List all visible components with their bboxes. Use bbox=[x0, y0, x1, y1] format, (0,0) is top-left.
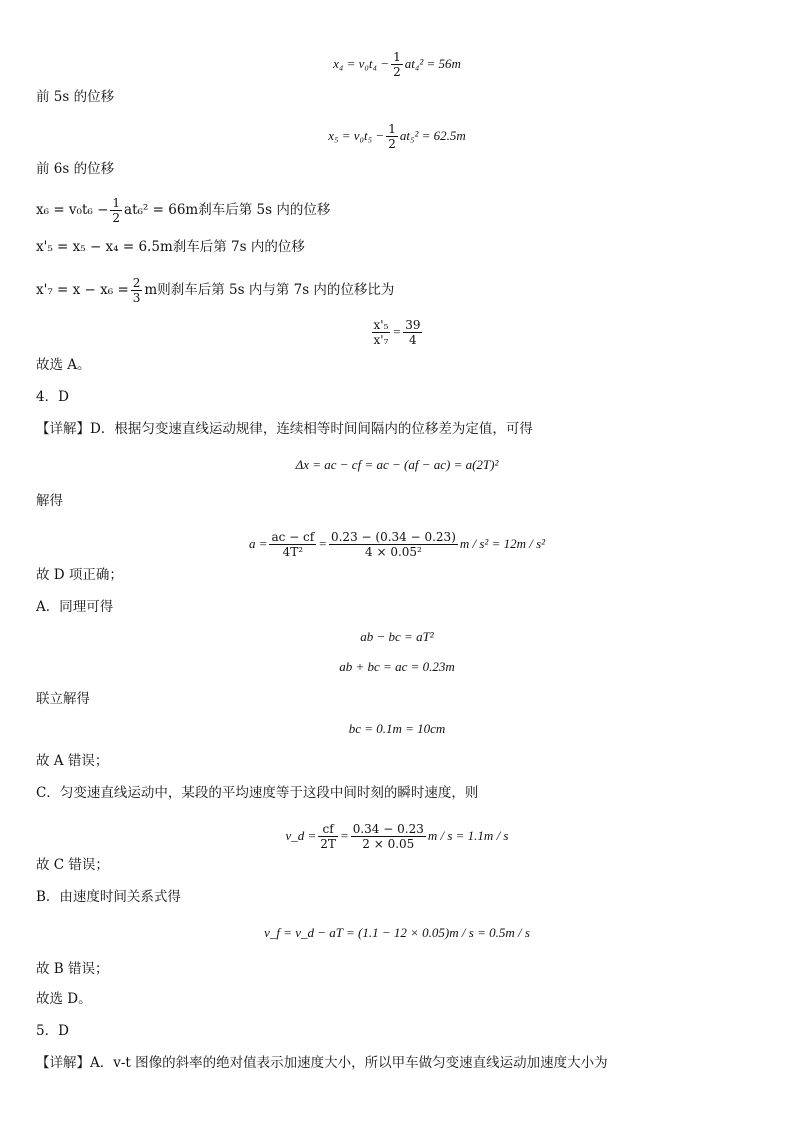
text-line bbox=[36, 566, 123, 584]
line-text: x'₅ = x₅ − x₄ = 6.5m刹车后第 7s 内的位移 bbox=[36, 239, 305, 255]
fraction bbox=[372, 318, 391, 347]
fraction-denominator: x'₇ bbox=[373, 333, 389, 347]
equation-part: = bbox=[339, 828, 349, 843]
equation-part: v_d = bbox=[285, 828, 317, 843]
equation-part: at₆² = 66m刹车后第 5s 内的位移 bbox=[124, 202, 331, 218]
text-line bbox=[36, 888, 181, 906]
equation-part: m / s = 1.1m / s bbox=[427, 828, 509, 843]
fraction-numerator: 1 bbox=[393, 50, 401, 64]
fraction-numerator: cf bbox=[318, 822, 338, 837]
line-text: 4．D bbox=[36, 389, 69, 405]
equation-part: at₅² = 62.5m bbox=[399, 128, 466, 143]
text-line bbox=[36, 356, 91, 374]
equation-part: x'₇ = x − x₆ = bbox=[36, 282, 129, 298]
line-text: A．同理可得 bbox=[36, 599, 114, 615]
equation-part: = bbox=[392, 324, 402, 339]
equation-part: ab + bc = ac = 0.23m bbox=[339, 659, 455, 674]
fraction bbox=[269, 530, 316, 559]
line-text: 故 B 错误； bbox=[36, 961, 109, 977]
fraction-numerator: ac − cf bbox=[271, 530, 315, 544]
equation-part: ab − bc = aT² bbox=[360, 629, 434, 644]
text-line bbox=[36, 492, 63, 510]
equation-part: x₆ = v₀t₆ − bbox=[36, 202, 109, 218]
fraction-denominator: 2 × 0.05 bbox=[362, 837, 415, 851]
equation-ab1 bbox=[0, 628, 794, 647]
fraction-numerator: x'₅ bbox=[373, 318, 389, 332]
fraction-numerator: 2 bbox=[132, 276, 141, 290]
text-line-with-equation bbox=[36, 196, 330, 225]
line-text: 5．D bbox=[36, 1023, 69, 1039]
text-line bbox=[36, 990, 92, 1008]
fraction bbox=[131, 276, 143, 305]
equation-part: at₄² = 56m bbox=[404, 56, 461, 71]
text-line bbox=[36, 160, 114, 178]
line-text: 联立解得 bbox=[36, 691, 90, 707]
equation-a bbox=[0, 530, 794, 559]
line-text: 故 A 错误； bbox=[36, 753, 109, 769]
fraction-numerator: 1 bbox=[388, 122, 396, 136]
fraction-numerator: 39 bbox=[405, 318, 421, 332]
fraction bbox=[329, 530, 458, 559]
text-line bbox=[36, 784, 478, 802]
equation-x5 bbox=[0, 122, 794, 151]
text-line bbox=[36, 88, 114, 106]
line-text: 故 D 项正确； bbox=[36, 567, 123, 583]
equation-delta-x bbox=[0, 456, 794, 475]
fraction bbox=[351, 822, 426, 851]
fraction-denominator: 4 × 0.05² bbox=[365, 545, 422, 559]
fraction bbox=[386, 122, 398, 151]
line-text: 解得 bbox=[36, 493, 63, 509]
equation-x4 bbox=[0, 50, 794, 79]
fraction-denominator: 2T bbox=[320, 837, 336, 851]
answer-heading bbox=[36, 1022, 69, 1040]
line-text: 前 5s 的位移 bbox=[36, 89, 115, 105]
answer-heading bbox=[36, 388, 69, 406]
fraction bbox=[391, 50, 403, 79]
line-text: 【详解】A．v-t 图像的斜率的绝对值表示加速度大小，所以甲车做匀变速直线运动加速度大小为 bbox=[36, 1055, 608, 1071]
equation-bc bbox=[0, 720, 794, 739]
line-text: C．匀变速直线运动中，某段的平均速度等于这段中间时刻的瞬时速度，则 bbox=[36, 785, 479, 801]
text-line-with-equation bbox=[36, 276, 394, 305]
line-text: B．由速度时间关系式得 bbox=[36, 889, 181, 905]
fraction bbox=[110, 196, 122, 225]
equation-ab2 bbox=[0, 658, 794, 677]
fraction-denominator: 2 bbox=[388, 137, 396, 151]
equation-part: x₅ = v₀t₅ − bbox=[328, 128, 385, 143]
fraction-denominator: 3 bbox=[132, 291, 141, 305]
text-line bbox=[36, 752, 108, 770]
equation-part: a = bbox=[248, 536, 268, 551]
equation-part: bc = 0.1m = 10cm bbox=[348, 721, 446, 736]
text-line-with-equation bbox=[36, 238, 305, 256]
line-text: 前 6s 的位移 bbox=[36, 161, 115, 177]
text-line bbox=[36, 1054, 608, 1072]
equation-part: = bbox=[318, 536, 327, 551]
text-line bbox=[36, 856, 109, 874]
equation-vf bbox=[0, 924, 794, 943]
equation-part: x₄ = v₀t₄ − bbox=[333, 56, 390, 71]
text-line bbox=[36, 960, 109, 978]
fraction-denominator: 4 bbox=[409, 333, 417, 347]
fraction-numerator: 1 bbox=[112, 196, 121, 210]
line-text: 【详解】D．根据匀变速直线运动规律，连续相等时间间隔内的位移差为定值，可得 bbox=[36, 421, 533, 437]
fraction-denominator: 4T² bbox=[282, 545, 304, 559]
equation-part: m / s² = 12m / s² bbox=[459, 536, 546, 551]
fraction-numerator: 0.23 − (0.34 − 0.23) bbox=[330, 530, 456, 544]
fraction-denominator: 2 bbox=[112, 211, 121, 225]
equation-ratio bbox=[0, 318, 794, 347]
equation-part: m则刹车后第 5s 内与第 7s 内的位移比为 bbox=[144, 282, 395, 298]
fraction bbox=[318, 822, 338, 851]
equation-vd bbox=[0, 822, 794, 851]
equation-part: v_f = v_d − aT = (1.1 − 12 × 0.05)m / s = 0.5m / s bbox=[264, 925, 530, 940]
line-text: 故选 A。 bbox=[36, 357, 91, 373]
fraction-denominator: 2 bbox=[393, 65, 401, 79]
text-line bbox=[36, 690, 90, 708]
text-line bbox=[36, 420, 533, 438]
line-text: 故选 D。 bbox=[36, 991, 92, 1007]
equation-part: Δx = ac − cf = ac − (af − ac) = a(2T)² bbox=[295, 457, 499, 472]
text-line bbox=[36, 598, 113, 616]
fraction-numerator: 0.34 − 0.23 bbox=[352, 822, 424, 836]
fraction bbox=[403, 318, 422, 347]
line-text: 故 C 错误； bbox=[36, 857, 109, 873]
